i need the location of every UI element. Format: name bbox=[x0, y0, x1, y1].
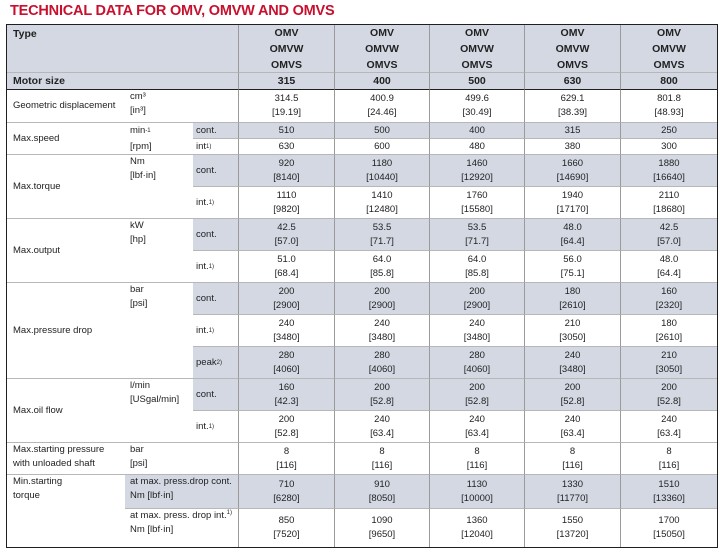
value-si: 240 bbox=[564, 413, 581, 425]
type-omvs: OMVS bbox=[271, 58, 302, 71]
motor-size-value: 630 bbox=[525, 73, 621, 90]
value-si: 801.8 bbox=[657, 93, 681, 104]
oilflow-mode-int: int. 1) bbox=[193, 411, 239, 443]
value-si: 200 bbox=[278, 413, 295, 425]
type-omv: OMV bbox=[465, 26, 489, 39]
starttorque-int-value bbox=[335, 509, 430, 547]
value-si: 8 bbox=[379, 445, 385, 457]
output-int-value bbox=[430, 251, 525, 283]
torque-int-value bbox=[525, 187, 621, 219]
torque-label: Max.torque bbox=[7, 155, 125, 219]
oilflow-cont-value bbox=[335, 379, 430, 411]
value-imp: [71.7] bbox=[465, 235, 489, 247]
value-si: 499.6 bbox=[465, 93, 489, 104]
torque-mode-cont: cont. bbox=[193, 155, 239, 187]
output-cont-value bbox=[525, 219, 621, 251]
torque-cont-value bbox=[525, 155, 621, 187]
output-label: Max.output bbox=[7, 219, 125, 283]
value-si: 210 bbox=[564, 317, 581, 329]
value-imp: [2900] bbox=[463, 299, 491, 311]
unit-si: cm³ bbox=[130, 91, 146, 102]
value-si: 48.0 bbox=[563, 221, 582, 233]
pressure-cont-value bbox=[621, 283, 717, 315]
speed-label: Max.speed bbox=[7, 123, 125, 155]
value-imp: [63.4] bbox=[465, 427, 489, 439]
value-si: 629.1 bbox=[560, 93, 585, 104]
value-si: 53.5 bbox=[467, 221, 487, 233]
value-imp: [3480] bbox=[368, 331, 396, 343]
displacement-value bbox=[239, 90, 335, 123]
type-header-col-1 bbox=[239, 25, 335, 73]
type-omv: OMV bbox=[560, 26, 585, 39]
value-si: 56.0 bbox=[563, 253, 582, 265]
value-imp: [52.8] bbox=[560, 395, 585, 407]
value-si: 8 bbox=[283, 445, 290, 457]
pressure-int-value bbox=[335, 315, 430, 347]
value-si: 400.9 bbox=[370, 93, 394, 104]
unit-imp: [psi] bbox=[130, 298, 148, 309]
torque-cont-value bbox=[621, 155, 717, 187]
value-si: 1460 bbox=[466, 157, 488, 169]
value-imp: [2900] bbox=[368, 299, 396, 311]
torque-int-value bbox=[621, 187, 717, 219]
value-imp: [17170] bbox=[556, 203, 589, 215]
motor-size-value: 500 bbox=[430, 73, 525, 90]
value-imp: [63.4] bbox=[560, 427, 585, 439]
speed-unit-si: min -1 bbox=[130, 125, 151, 136]
oilflow-cont-value bbox=[621, 379, 717, 411]
value-si: 8 bbox=[474, 445, 480, 457]
type-omvw: OMVW bbox=[269, 42, 304, 55]
value-si: 280 bbox=[469, 349, 485, 361]
pressure-int-value bbox=[239, 315, 335, 347]
value-imp: [75.1] bbox=[560, 267, 585, 279]
startpress-value bbox=[430, 443, 525, 475]
value-imp: [57.0] bbox=[657, 235, 681, 247]
value-si: 200 bbox=[374, 381, 390, 393]
value-imp: [15580] bbox=[461, 203, 493, 215]
value-si: 1180 bbox=[371, 157, 393, 169]
starttorque-int-condition: at max. press. drop int.$^{1)}$ Nm [lbf·in] bbox=[125, 509, 239, 547]
value-si: 280 bbox=[278, 349, 295, 361]
value-imp: [13360] bbox=[653, 492, 685, 504]
value-imp: [3480] bbox=[559, 363, 586, 375]
unit-si: l/min bbox=[130, 380, 151, 391]
value-imp: [4060] bbox=[273, 363, 300, 375]
value-imp: [116] bbox=[658, 459, 680, 471]
displacement-label: Geometric displacement bbox=[7, 90, 125, 123]
value-imp: [9650] bbox=[368, 529, 396, 540]
value-si: 180 bbox=[564, 285, 581, 297]
pressure-mode-cont: cont. bbox=[193, 283, 239, 315]
value-imp: [3480] bbox=[463, 331, 491, 343]
value-imp: [52.8] bbox=[274, 427, 299, 439]
output-cont-value bbox=[430, 219, 525, 251]
starttorque-int-value bbox=[525, 509, 621, 547]
technical-data-table bbox=[6, 24, 718, 548]
value-imp: [24.46] bbox=[367, 107, 397, 118]
type-omvs: OMVS bbox=[653, 58, 685, 71]
oilflow-int-value bbox=[621, 411, 717, 443]
value-imp: [15050] bbox=[653, 529, 685, 540]
speed-unit-imp: [rpm] bbox=[125, 139, 193, 155]
speed-cont-value: 510 bbox=[239, 123, 335, 139]
value-imp: [8050] bbox=[368, 492, 396, 504]
value-si: 51.0 bbox=[277, 253, 296, 265]
type-omv: OMV bbox=[657, 26, 681, 39]
output-cont-value bbox=[335, 219, 430, 251]
value-si: 920 bbox=[278, 157, 295, 169]
starttorque-cont-value bbox=[430, 475, 525, 509]
starttorque-int-value bbox=[239, 509, 335, 547]
displacement-value bbox=[621, 90, 717, 123]
value-si: 64.0 bbox=[467, 253, 487, 265]
value-imp: [2900] bbox=[273, 299, 300, 311]
startpress-value bbox=[335, 443, 430, 475]
value-si: 240 bbox=[469, 317, 485, 329]
value-imp: [4060] bbox=[463, 363, 491, 375]
type-omv: OMV bbox=[370, 26, 394, 39]
startpress-unit bbox=[125, 443, 239, 475]
value-imp: [42.3] bbox=[274, 395, 299, 407]
value-imp: [64.4] bbox=[560, 235, 585, 247]
value-si: 53.5 bbox=[372, 221, 392, 233]
output-unit bbox=[125, 219, 193, 283]
value-imp: [9820] bbox=[273, 203, 300, 215]
displacement-value bbox=[525, 90, 621, 123]
speed-cont-value: 315 bbox=[525, 123, 621, 139]
value-si: 200 bbox=[661, 381, 677, 393]
value-imp: [68.4] bbox=[274, 267, 299, 279]
value-si: 64.0 bbox=[372, 253, 392, 265]
value-si: 200 bbox=[564, 381, 581, 393]
pressure-peak-value bbox=[430, 347, 525, 379]
value-imp: [12920] bbox=[461, 171, 493, 183]
starttorque-int-value bbox=[430, 509, 525, 547]
unit-imp: [hp] bbox=[130, 234, 146, 245]
value-si: 160 bbox=[278, 381, 295, 393]
value-si: 1550 bbox=[561, 515, 584, 526]
pressure-cont-value bbox=[430, 283, 525, 315]
value-si: 200 bbox=[469, 381, 485, 393]
output-mode-cont: cont. bbox=[193, 219, 239, 251]
output-int-value bbox=[335, 251, 430, 283]
oilflow-int-value bbox=[335, 411, 430, 443]
output-cont-value bbox=[239, 219, 335, 251]
value-si: 200 bbox=[469, 285, 485, 297]
output-cont-value bbox=[621, 219, 717, 251]
value-si: 240 bbox=[278, 317, 295, 329]
type-header-col-3 bbox=[430, 25, 525, 73]
unit-imp: [in³] bbox=[130, 105, 146, 116]
displacement-unit bbox=[125, 90, 239, 123]
type-omvw: OMVW bbox=[652, 42, 686, 55]
pressure-peak-value bbox=[525, 347, 621, 379]
value-imp: [116] bbox=[562, 459, 583, 471]
value-imp: [3050] bbox=[655, 363, 683, 375]
starttorque-label: Min.starting torque bbox=[13, 476, 63, 501]
pressure-cont-value bbox=[525, 283, 621, 315]
value-si: 200 bbox=[278, 285, 295, 297]
motor-size-value: 315 bbox=[239, 73, 335, 90]
motor-size-label: Motor size bbox=[7, 73, 239, 90]
speed-int-value: 600 bbox=[335, 139, 430, 155]
value-imp: [63.4] bbox=[370, 427, 394, 439]
oilflow-int-value bbox=[525, 411, 621, 443]
value-si: 160 bbox=[661, 285, 677, 297]
value-si: 1880 bbox=[658, 157, 680, 169]
motor-size-value: 800 bbox=[621, 73, 717, 90]
value-imp: [116] bbox=[276, 459, 297, 471]
value-imp: [85.8] bbox=[370, 267, 394, 279]
value-imp: [4060] bbox=[368, 363, 396, 375]
value-imp: [3050] bbox=[559, 331, 586, 343]
pressure-peak-value bbox=[335, 347, 430, 379]
startpress-value bbox=[621, 443, 717, 475]
value-si: 210 bbox=[661, 349, 677, 361]
speed-int-value: 380 bbox=[525, 139, 621, 155]
pressure-int-value bbox=[430, 315, 525, 347]
starttorque-cont-condition: at max. press.drop cont. Nm [lbf·in] bbox=[125, 475, 239, 509]
value-imp: [52.8] bbox=[465, 395, 489, 407]
type-omvs: OMVS bbox=[557, 58, 588, 71]
pressure-cont-value bbox=[239, 283, 335, 315]
type-omvs: OMVS bbox=[366, 58, 398, 71]
value-imp: [52.8] bbox=[657, 395, 681, 407]
value-imp: [71.7] bbox=[370, 235, 394, 247]
pressure-label: Max.pressure drop bbox=[7, 283, 125, 379]
value-imp: [64.4] bbox=[657, 267, 681, 279]
torque-cont-value bbox=[335, 155, 430, 187]
type-omvw: OMVW bbox=[365, 42, 399, 55]
type-omvs: OMVS bbox=[461, 58, 493, 71]
displacement-value bbox=[430, 90, 525, 123]
value-imp: [12040] bbox=[461, 529, 493, 540]
oilflow-label: Max.oil flow bbox=[7, 379, 125, 443]
oilflow-cont-value bbox=[525, 379, 621, 411]
value-si: 280 bbox=[374, 349, 390, 361]
oilflow-int-value bbox=[430, 411, 525, 443]
value-si: 314.5 bbox=[274, 93, 299, 104]
speed-cont-value: 400 bbox=[430, 123, 525, 139]
value-imp: [11770] bbox=[557, 492, 588, 504]
motor-size-value: 400 bbox=[335, 73, 430, 90]
starttorque-cont-value bbox=[239, 475, 335, 509]
value-si: 240 bbox=[661, 413, 677, 425]
pressure-peak-value bbox=[621, 347, 717, 379]
value-si: 8 bbox=[569, 445, 576, 457]
value-imp: [2610] bbox=[559, 299, 586, 311]
torque-int-value bbox=[239, 187, 335, 219]
value-si: 1330 bbox=[561, 478, 584, 490]
type-header-col-5 bbox=[621, 25, 717, 73]
starttorque-cont-value bbox=[335, 475, 430, 509]
value-si: 240 bbox=[374, 317, 390, 329]
speed-int-value: 300 bbox=[621, 139, 717, 155]
torque-mode-int: int. 1) bbox=[193, 187, 239, 219]
value-si: 48.0 bbox=[659, 253, 679, 265]
value-imp: [8140] bbox=[273, 171, 300, 183]
page-title: TECHNICAL DATA FOR OMV, OMVW AND OMVS bbox=[10, 3, 335, 19]
speed-int-value: 630 bbox=[239, 139, 335, 155]
value-imp: [48.93] bbox=[654, 107, 684, 118]
starttorque-cont-value bbox=[525, 475, 621, 509]
startpress-label: Max.starting pressure with unloaded shaft bbox=[7, 443, 125, 475]
type-omvw: OMVW bbox=[555, 42, 590, 55]
pressure-mode-int: int. 1) bbox=[193, 315, 239, 347]
value-imp: [10000] bbox=[461, 492, 493, 504]
oilflow-cont-value bbox=[239, 379, 335, 411]
displacement-value bbox=[335, 90, 430, 123]
output-int-value bbox=[239, 251, 335, 283]
startpress-value bbox=[239, 443, 335, 475]
value-imp: [12480] bbox=[366, 203, 398, 215]
value-imp: [7520] bbox=[273, 529, 300, 540]
unit-si: bar bbox=[130, 444, 144, 455]
value-si: 1410 bbox=[371, 189, 393, 201]
type-omvw: OMVW bbox=[460, 42, 494, 55]
value-imp: [2320] bbox=[655, 299, 683, 311]
value-imp: [38.39] bbox=[557, 107, 588, 118]
value-si: 240 bbox=[564, 349, 581, 361]
unit-si: bar bbox=[130, 284, 144, 295]
speed-cont-value: 500 bbox=[335, 123, 430, 139]
pressure-unit bbox=[125, 283, 193, 379]
pressure-int-value bbox=[621, 315, 717, 347]
type-header-col-4 bbox=[525, 25, 621, 73]
unit-si: kW bbox=[130, 220, 144, 231]
value-imp: [30.49] bbox=[462, 107, 492, 118]
value-imp: [85.8] bbox=[465, 267, 489, 279]
starttorque-int-value bbox=[621, 509, 717, 547]
value-imp: [63.4] bbox=[657, 427, 681, 439]
pressure-peak-value bbox=[239, 347, 335, 379]
value-imp: [18680] bbox=[653, 203, 685, 215]
oilflow-int-value bbox=[239, 411, 335, 443]
type-header-label: Type bbox=[7, 25, 239, 73]
value-imp: [57.0] bbox=[274, 235, 299, 247]
oilflow-cont-value bbox=[430, 379, 525, 411]
value-si: 1110 bbox=[276, 189, 297, 201]
value-si: 910 bbox=[374, 478, 390, 490]
output-mode-int: int. 1) bbox=[193, 251, 239, 283]
value-si: 1760 bbox=[466, 189, 488, 201]
pressure-int-value bbox=[525, 315, 621, 347]
value-si: 8 bbox=[666, 445, 672, 457]
value-imp: [116] bbox=[466, 459, 488, 471]
value-si: 2110 bbox=[658, 189, 680, 201]
value-imp: [2610] bbox=[655, 331, 683, 343]
value-imp: [16640] bbox=[653, 171, 685, 183]
unit-si: Nm bbox=[130, 156, 145, 167]
oilflow-mode-cont: cont. bbox=[193, 379, 239, 411]
torque-cont-value bbox=[430, 155, 525, 187]
startpress-value bbox=[525, 443, 621, 475]
speed-mode-int: int 1) bbox=[193, 139, 239, 155]
value-si: 42.5 bbox=[277, 221, 296, 233]
torque-unit bbox=[125, 155, 193, 219]
torque-cont-value bbox=[239, 155, 335, 187]
output-int-value bbox=[621, 251, 717, 283]
value-si: 1700 bbox=[658, 515, 680, 526]
value-imp: [116] bbox=[371, 459, 393, 471]
speed-cont-value: 250 bbox=[621, 123, 717, 139]
starttorque-cont-value bbox=[621, 475, 717, 509]
value-imp: [3480] bbox=[273, 331, 300, 343]
value-si: 1510 bbox=[658, 478, 680, 490]
speed-mode-cont: cont. bbox=[193, 123, 239, 139]
speed-int-value: 480 bbox=[430, 139, 525, 155]
output-int-value bbox=[525, 251, 621, 283]
unit-imp: [psi] bbox=[130, 458, 148, 469]
value-si: 180 bbox=[661, 317, 677, 329]
value-si: 200 bbox=[374, 285, 390, 297]
value-si: 1130 bbox=[466, 478, 488, 490]
value-imp: [19.19] bbox=[271, 107, 302, 118]
pressure-cont-value bbox=[335, 283, 430, 315]
value-si: 710 bbox=[278, 478, 295, 490]
oilflow-unit bbox=[125, 379, 193, 443]
value-imp: [52.8] bbox=[370, 395, 394, 407]
type-omv: OMV bbox=[274, 26, 299, 39]
value-si: 1660 bbox=[561, 157, 584, 169]
value-si: 240 bbox=[469, 413, 485, 425]
value-imp: [6280] bbox=[273, 492, 300, 504]
value-imp: [13720] bbox=[556, 529, 589, 540]
value-si: 850 bbox=[278, 515, 295, 526]
torque-int-value bbox=[430, 187, 525, 219]
type-header-col-2 bbox=[335, 25, 430, 73]
value-si: 240 bbox=[374, 413, 390, 425]
value-si: 42.5 bbox=[659, 221, 679, 233]
value-si: 1360 bbox=[466, 515, 488, 526]
value-imp: [14690] bbox=[556, 171, 589, 183]
value-si: 1090 bbox=[371, 515, 393, 526]
value-imp: [10440] bbox=[366, 171, 398, 183]
unit-imp: [USgal/min] bbox=[130, 394, 180, 405]
value-si: 1940 bbox=[561, 189, 584, 201]
torque-int-value bbox=[335, 187, 430, 219]
pressure-mode-peak: peak 2) bbox=[193, 347, 239, 379]
unit-imp: [lbf·in] bbox=[130, 170, 156, 181]
